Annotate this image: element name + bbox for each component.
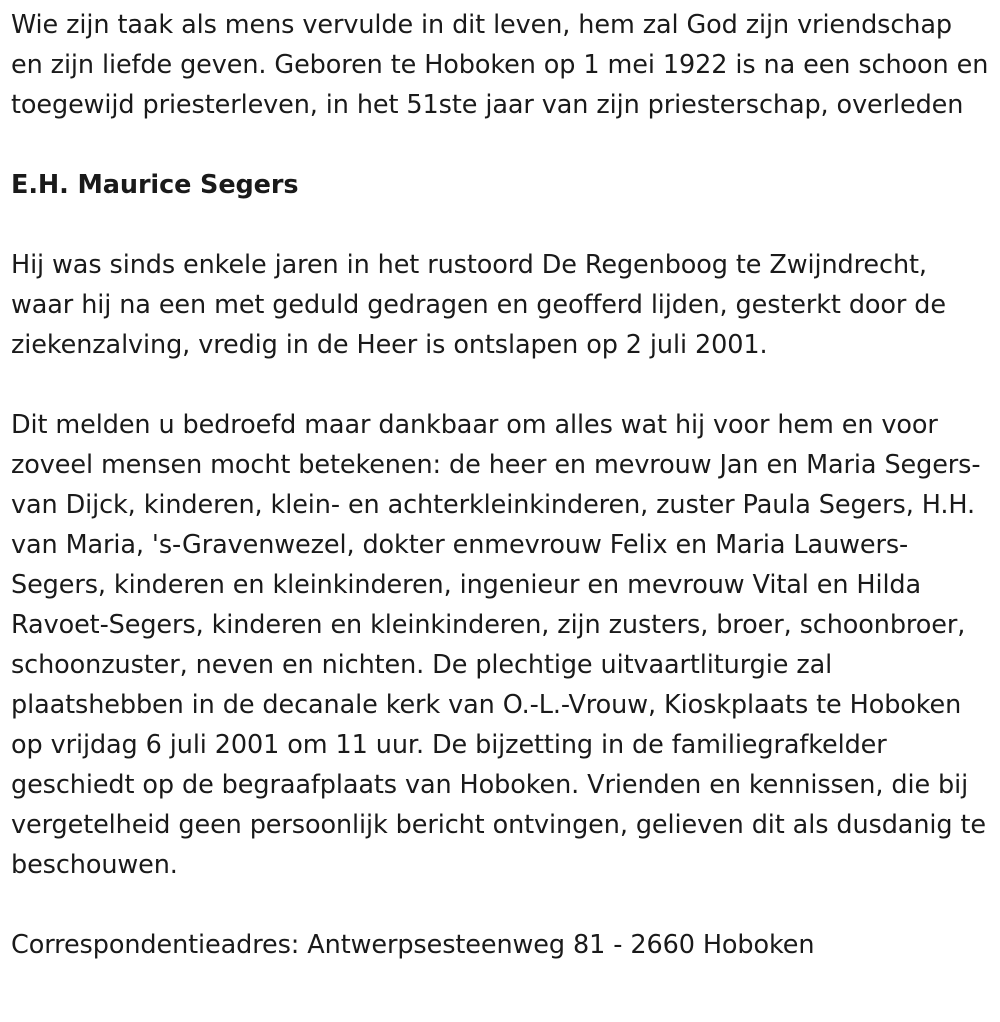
deceased-name: E.H. Maurice Segers [11, 170, 299, 200]
correspondence-address: Correspondentieadres: Antwerpsesteenweg 81 - 2660 Hoboken [11, 930, 815, 960]
intro-paragraph: Wie zijn taak als mens vervulde in dit leven, hem zal God zijn vriendschap en zijn liefde geven. Geboren te Hoboken op 1 mei 1922 is na een schoon en toegewijd priesterleven, in het 51ste jaar van zijn priesterschap, overleden [11, 10, 989, 120]
death-paragraph: Hij was sinds enkele jaren in het rustoord De Regenboog te Zwijndrecht, waar hij na een met geduld gedragen en geofferd lijden, gesterkt door de ziekenzalving, vredig in de Heer is ontslapen op 2 juli 2001. [11, 250, 946, 360]
family-announcement-paragraph: Dit melden u bedroefd maar dankbaar om alles wat hij voor hem en voor zoveel mensen mocht betekenen: de heer en mevrouw Jan en Maria Segers-van Dijck, kinderen, klein- en achterkleinkinderen, zuster Paula Segers, H.H. van Maria, 's-Gravenwezel, dokter enmevrouw Felix en Maria Lauwers-Segers, kinderen en kleinkinderen, ingenieur en mevrouw Vital en Hilda Ravoet-Segers, kinderen en kleinkinderen, zijn zusters, broer, schoonbroer, schoonzuster, neven en nichten. De plechtige uitvaartliturgie zal plaatshebben in de decanale kerk van O.-L.-Vrouw, Kioskplaats te Hoboken op vrijdag 6 juli 2001 om 11 uur. De bijzetting in de familiegrafkelder geschiedt op de begraafplaats van Hoboken. Vrienden en kennissen, die bij vergetelheid geen persoonlijk bericht ontvingen, gelieven dit als dusdanig te beschouwen. [11, 410, 986, 880]
